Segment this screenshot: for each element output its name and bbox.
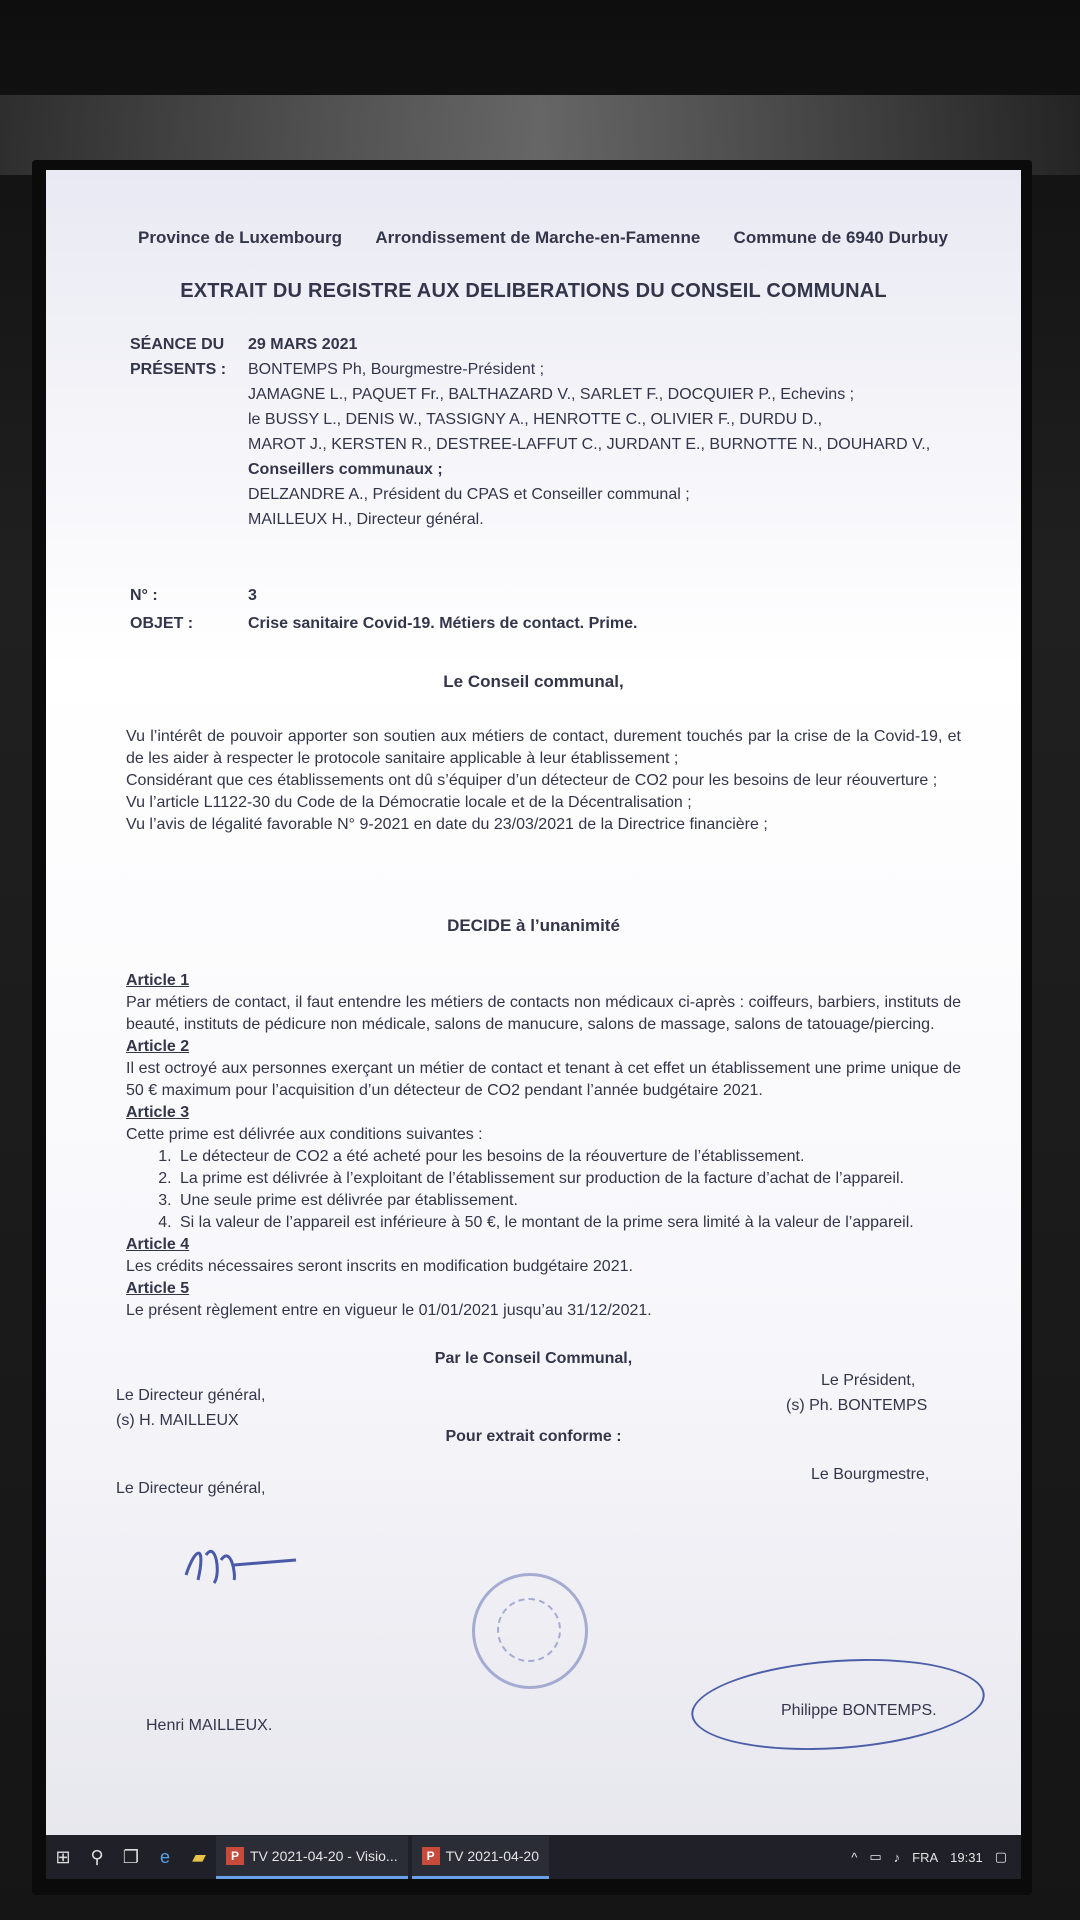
- president-label: Le Président,: [821, 1372, 916, 1389]
- presents-label: PRÉSENTS :: [130, 361, 227, 378]
- clock[interactable]: 19:31: [950, 1849, 983, 1865]
- taskbar-app-powerpoint[interactable]: [412, 1836, 549, 1879]
- presents-list: [248, 382, 968, 532]
- taskbar-app-label: TV 2021-04-20 - Visio...: [250, 1847, 398, 1864]
- seance-label: SÉANCE DU: [130, 336, 225, 353]
- seance-block: [130, 332, 544, 382]
- taskbar-app-label: TV 2021-04-20: [445, 1847, 540, 1864]
- document-page: [46, 170, 1021, 1835]
- presents-line: JAMAGNE L., PAQUET Fr., BALTHAZARD V., SARLET F., DOCQUIER P., Echevins ;: [248, 386, 855, 403]
- conditions-list: [126, 1146, 961, 1234]
- decide-heading: DECIDE à l’unanimité: [447, 916, 620, 935]
- powerpoint-icon: P: [422, 1847, 440, 1865]
- president-signed: (s) Ph. BONTEMPS: [786, 1397, 928, 1414]
- volume-icon[interactable]: ♪: [893, 1849, 901, 1865]
- directeur-signature-icon: [176, 1535, 306, 1595]
- presents-line: Conseillers communaux ;: [248, 461, 443, 478]
- network-icon[interactable]: ▭: [869, 1849, 882, 1864]
- considerant-line: Vu l’article L1122-30 du Code de la Démocratie locale et de la Décentralisation ;: [126, 794, 692, 811]
- bourgmestre-name: Philippe BONTEMPS.: [781, 1702, 937, 1719]
- considerants: [126, 726, 961, 836]
- language-indicator[interactable]: FRA: [912, 1849, 939, 1865]
- taskbar-app-powerpoint-visio[interactable]: [216, 1836, 408, 1879]
- bourgmestre-label: Le Bourgmestre,: [811, 1466, 930, 1483]
- document-header: [138, 228, 948, 248]
- presents-line: MAILLEUX H., Directeur général.: [248, 511, 484, 528]
- windows-start-icon[interactable]: ⊞: [55, 1846, 71, 1867]
- task-view-icon[interactable]: ❐: [122, 1846, 140, 1867]
- considerant-line: Vu l’intérêt de pouvoir apporter son soutien aux métiers de contact, durement touchés par la crise de la Covid-19, et de les aider à respecter le protocole sanitaire applicable à leur établissement ;: [126, 728, 961, 767]
- notification-icon[interactable]: ▢: [994, 1849, 1007, 1864]
- article-5-title: Article 5: [126, 1280, 190, 1297]
- condition-item: 4. Si la valeur de l’appareil est inférieure à 50 €, le montant de la prime sera limité à la valeur de l’appareil.: [176, 1212, 961, 1234]
- article-1-title: Article 1: [126, 972, 190, 989]
- extrait-conforme-label: Pour extrait conforme :: [445, 1428, 622, 1445]
- condition-item: 2. La prime est délivrée à l’exploitant de l’établissement sur production de la facture d’achat de l’appareil.: [176, 1168, 961, 1190]
- num-label: N° :: [130, 587, 158, 604]
- par-conseil-label: Par le Conseil Communal,: [434, 1350, 633, 1367]
- objet-value: Crise sanitaire Covid-19. Métiers de contact. Prime.: [248, 615, 638, 632]
- article-3-text: Cette prime est délivrée aux conditions suivantes :: [126, 1126, 483, 1143]
- num-value: 3: [248, 587, 257, 604]
- document-title: EXTRAIT DU REGISTRE AUX DELIBERATIONS DU CONSEIL COMMUNAL: [180, 280, 887, 302]
- article-2-title: Article 2: [126, 1038, 190, 1055]
- search-icon[interactable]: ⚲: [90, 1846, 104, 1867]
- directeur-label-2: Le Directeur général,: [116, 1480, 266, 1497]
- article-4-text: Les crédits nécessaires seront inscrits en modification budgétaire 2021.: [126, 1258, 633, 1275]
- file-explorer-icon[interactable]: ▰: [192, 1846, 206, 1867]
- considerant-line: Vu l’avis de légalité favorable N° 9-2021 en date du 23/03/2021 de la Directrice financière ;: [126, 816, 768, 833]
- objet-label: OBJET :: [130, 615, 194, 632]
- edge-icon[interactable]: e: [159, 1846, 170, 1867]
- presents-line: MAROT J., KERSTEN R., DESTREE-LAFFUT C., JURDANT E., BURNOTTE N., DOUHARD V.,: [248, 436, 931, 453]
- article-2-text: Il est octroyé aux personnes exerçant un métier de contact et tenant à cet effet un établissement une prime unique de 50 € maximum pour l’acquisition d’un détecteur de CO2 pendant l’année budgétaire 2021.: [126, 1060, 961, 1099]
- seance-date: 29 MARS 2021: [248, 336, 358, 353]
- directeur-signed: (s) H. MAILLEUX: [116, 1412, 239, 1429]
- commune-seal-icon: [472, 1573, 588, 1689]
- chevron-up-icon[interactable]: ^: [851, 1849, 858, 1865]
- article-1-text: Par métiers de contact, il faut entendre les métiers de contacts non médicaux ci-après : coiffeurs, barbiers, instituts de beauté, instituts de pédicure non médicale, salons de manucure, salons de massage, salons de tatouage/piercing.: [126, 994, 961, 1033]
- articles: [126, 970, 961, 1322]
- article-3-title: Article 3: [126, 1104, 190, 1121]
- presents-line: DELZANDRE A., Président du CPAS et Conseiller communal ;: [248, 486, 690, 503]
- considerant-line: Considérant que ces établissements ont dû s’équiper d’un détecteur de CO2 pour les besoins de leur réouverture ;: [126, 772, 938, 789]
- province-label: Province de Luxembourg: [138, 228, 343, 247]
- directeur-label: Le Directeur général,: [116, 1387, 266, 1404]
- windows-taskbar: [46, 1835, 1021, 1879]
- presents-line-1: BONTEMPS Ph, Bourgmestre-Président ;: [248, 361, 545, 378]
- arrondissement-label: Arrondissement de Marche-en-Famenne: [375, 228, 701, 247]
- directeur-name: Henri MAILLEUX.: [146, 1717, 273, 1734]
- presents-line: le BUSSY L., DENIS W., TASSIGNY A., HENROTTE C., OLIVIER F., DURDU D.,: [248, 411, 823, 428]
- article-5-text: Le présent règlement entre en vigueur le 01/01/2021 jusqu’au 31/12/2021.: [126, 1302, 652, 1319]
- commune-label: Commune de 6940 Durbuy: [733, 228, 948, 247]
- conseil-heading: Le Conseil communal,: [443, 672, 624, 691]
- condition-item: 3. Une seule prime est délivrée par établissement.: [176, 1190, 961, 1212]
- monitor-screen: [46, 170, 1021, 1835]
- objet-block: [130, 582, 637, 638]
- system-tray: [851, 1849, 1021, 1865]
- condition-item: 1. Le détecteur de CO2 a été acheté pour les besoins de la réouverture de l’établissement.: [176, 1146, 961, 1168]
- powerpoint-icon: P: [226, 1847, 244, 1865]
- article-4-title: Article 4: [126, 1236, 190, 1253]
